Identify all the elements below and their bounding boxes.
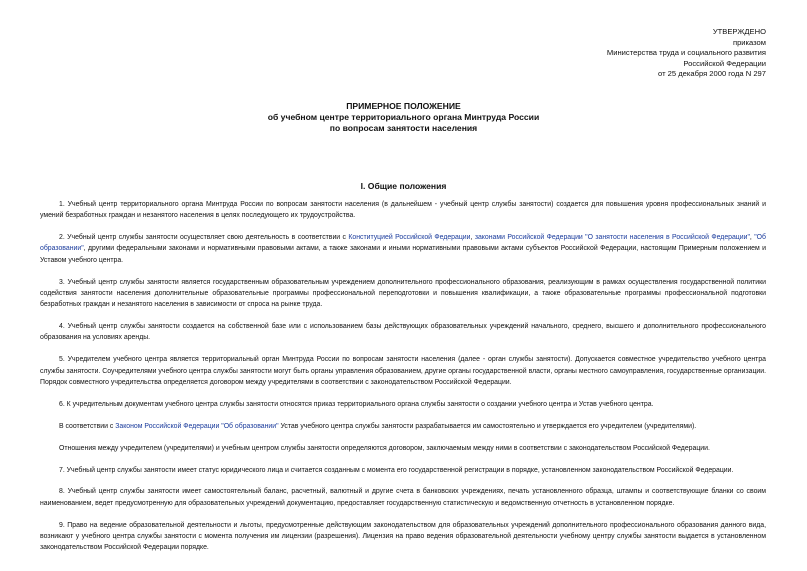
link-employment-law[interactable]: законами Российской Федерации "О занятости населения в Российской Федерации" [474,234,750,242]
paragraph-text: , [749,234,755,242]
paragraph-1: 1. Учебный центр территориального органа Минтруда России по вопросам занятости населения (в дальнейшем - учебный центр службы занятости) создается для повышения уровня профессиональных знаний и умений безработных граждан и незанятого населения в целях последующего их трудоустройства. [40,201,766,220]
approval-line: Министерства труда и социального развития [606,48,766,58]
link-education-law-2[interactable]: Законом Российской Федерации "Об образовании" [115,422,279,430]
approval-line: приказом [732,37,766,47]
approval-line: Российской Федерации [683,58,766,68]
paragraph-6-relations: Отношения между учредителем (учредителями) и учебным центром службы занятости определяются договором, заключаемым между ними в соответствии с законодательством Российской Федерации. [59,444,710,452]
paragraph-8: 8. Учебный центр службы занятости имеет самостоятельный баланс, расчетный, валютный и другие счета в банковских учреждениях, печать установленного образца, штампы и соответствующие бланки со своим наименованием, ведет предусмотренную для образовательных учреждений документацию, предоставляет государственную статистическую и ведомственную отчетность в установленном порядке. [40,488,766,507]
title-line: об учебном центре территориального органа Минтруда России [267,111,540,122]
approval-line: УТВЕРЖДЕНО [712,27,766,36]
approval-block [607,27,766,80]
link-constitution[interactable]: Конституцией Российской Федерации [348,234,471,242]
section-heading: I. Общие положения [360,181,447,191]
document-body [40,199,766,564]
paragraph-text: , другими федеральными законами и нормативными правовыми актами, а также законами и иными нормативными правовыми актами субъектов Российской Федерации, настоящим Примерным положением и Уставом учебного центра. [40,245,766,264]
paragraph-4: 4. Учебный центр службы занятости создается на собственной базе или с использованием базы действующих образовательных учреждений начального, среднего, высшего и дополнительного профессионального образования на условиях аренды. [40,323,766,342]
document-title [0,101,807,133]
paragraph-9: 9. Право на ведение образовательной деятельности и льготы, предусмотренные действующим законодательством для образовательных учреждений дополнительного профессионального образования данного вида, возникают у учебного центра службы занятости с момента получения им лицензии (разрешения). Лицензия на право ведения образовательной деятельности учебному центру службы занятости выдается в установленном законодательством Российской Федерации порядке. [40,521,766,552]
paragraph-5: 5. Учредителем учебного центра является территориальный орган Минтруда России по вопросам занятости населения (далее - орган службы занятости). Допускается совместное учредительство учебного центра службы занятости. Соучредителями учебного центра службы занятости могут быть органы управления образованием, другие органы государственной власти, органы местного самоуправления, государственные организации. Порядок совместного учредительства определяется договором между учредителями в соответствии с законодательством Российской Федерации. [40,356,766,386]
paragraph-text: 2. Учебный центр службы занятости осуществляет свою деятельность в соответствии с [59,234,349,242]
paragraph-text: В соответствии с [59,422,116,430]
link-education-law[interactable]: "Об образовании" [40,234,766,253]
paragraph-2 [40,232,766,266]
paragraph-7: 7. Учебный центр службы занятости имеет статус юридического лица и считается созданным с момента его государственной регистрации в порядке, установленном законодательством Российской Федерации. [59,466,734,474]
paragraph-6-charter [40,421,766,432]
paragraph-text: Устав учебного центра службы занятости разрабатывается им самостоятельно и утверждается его учредителем (учредителями). [278,422,697,430]
paragraph-3: 3. Учебный центр службы занятости является государственным образовательным учреждением дополнительного профессионального образования, реализующим в рамках осуществления государственной политики содействия занятости населения дополнительные образовательные программы профессиональной переподготовки и повышения квалификации, а также образовательные программы профессиональной подготовки безработных граждан и незанятого населения в зависимости от спроса на рынке труда. [40,278,766,309]
paragraph-6: 6. К учредительным документам учебного центра службы занятости относятся приказ территориального органа службы занятости о создании учебного центра и Устав учебного центра. [59,400,654,408]
title-line: ПРИМЕРНОЕ ПОЛОЖЕНИЕ [346,101,461,111]
title-line: по вопросам занятости населения [329,122,478,133]
approval-line: от 25 декабря 2000 года N 297 [658,69,766,79]
paragraph-text: , [470,234,475,242]
